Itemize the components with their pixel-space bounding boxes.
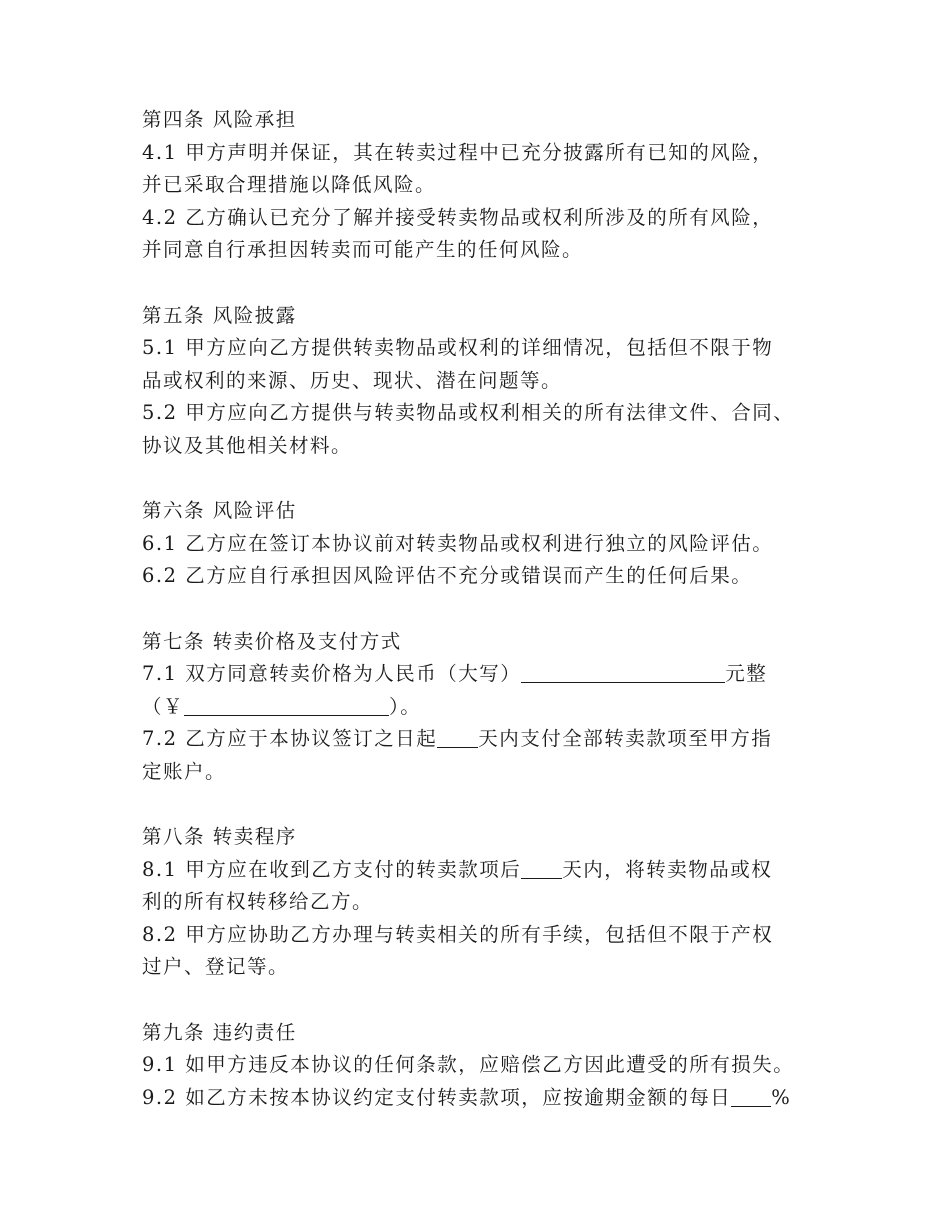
clause-line: 6.2 乙方应自行承担因风险评估不充分或错误而产生的任何后果。 [142, 564, 753, 588]
price-words-blank[interactable] [521, 660, 725, 683]
clause-text: 8.1 甲方应在收到乙方支付的转卖款项后 [142, 857, 522, 881]
price-number-blank[interactable] [184, 693, 389, 716]
clause-line: 5.2 甲方应向乙方提供与转卖物品或权利相关的所有法律文件、合同、 [142, 401, 795, 425]
penalty-rate-blank[interactable] [731, 1084, 771, 1107]
clause-line: 9.1 如甲方违反本协议的任何条款，应赔偿乙方因此遭受的所有损失。 [142, 1053, 795, 1077]
clause-line [142, 723, 842, 756]
clause-line: 6.1 乙方应在签订本协议前对转卖物品或权利进行独立的风险评估。 [142, 531, 774, 555]
clause-text: 7.2 乙方应于本协议签订之日起 [142, 727, 438, 751]
clause-line: 5.1 甲方应向乙方提供转卖物品或权利的详细情况，包括但不限于物 [142, 336, 774, 360]
payment-days-blank[interactable] [437, 725, 478, 748]
clause-line [142, 854, 842, 887]
clause-text: % [771, 1085, 792, 1109]
clause-text: 元整 [725, 662, 768, 686]
article-title: 第八条 转卖程序 [142, 825, 297, 849]
article-7 [142, 626, 842, 789]
clause-line: 4.1 甲方声明并保证，其在转卖过程中已充分披露所有已知的风险， [142, 140, 774, 164]
article-5 [142, 300, 842, 463]
clause-text: 7.1 双方同意转卖价格为人民币（大写） [142, 662, 522, 686]
clause-text: 天内，将转卖物品或权 [562, 857, 773, 881]
article-title: 第五条 风险披露 [142, 303, 297, 327]
clause-text: 天内支付全部转卖款项至甲方指 [478, 727, 773, 751]
clause-line: 并已采取合理措施以降低风险。 [142, 173, 437, 197]
clause-line: 8.2 甲方应协助乙方办理与转卖相关的所有手续，包括但不限于产权 [142, 922, 774, 946]
transfer-days-blank[interactable] [521, 856, 562, 879]
clause-line: 协议及其他相关材料。 [142, 433, 353, 457]
article-8 [142, 821, 842, 984]
article-title: 第九条 违约责任 [142, 1020, 297, 1044]
clause-line: 利的所有权转移给乙方。 [142, 890, 374, 914]
article-4 [142, 104, 842, 267]
clause-line: 4.2 乙方确认已充分了解并接受转卖物品或权利所涉及的所有风险， [142, 205, 774, 229]
article-title: 第六条 风险评估 [142, 499, 297, 523]
clause-line [142, 1082, 842, 1115]
clause-line: 品或权利的来源、历史、现状、潜在问题等。 [142, 368, 563, 392]
contract-body [142, 104, 842, 1114]
article-9 [142, 1017, 842, 1115]
clause-line [142, 658, 842, 691]
clause-text: 9.2 如乙方未按本协议约定支付转卖款项，应按逾期金额的每日 [142, 1085, 732, 1109]
article-title: 第七条 转卖价格及支付方式 [142, 629, 402, 653]
clause-line: 并同意自行承担因转卖而可能产生的任何风险。 [142, 238, 584, 262]
clause-line [142, 691, 842, 724]
clause-line: 定账户。 [142, 759, 227, 783]
article-title: 第四条 风险承担 [142, 108, 297, 131]
clause-text: （￥ [142, 694, 185, 718]
clause-line: 过户、登记等。 [142, 955, 290, 979]
article-6 [142, 495, 842, 593]
clause-text: ）。 [389, 694, 422, 718]
